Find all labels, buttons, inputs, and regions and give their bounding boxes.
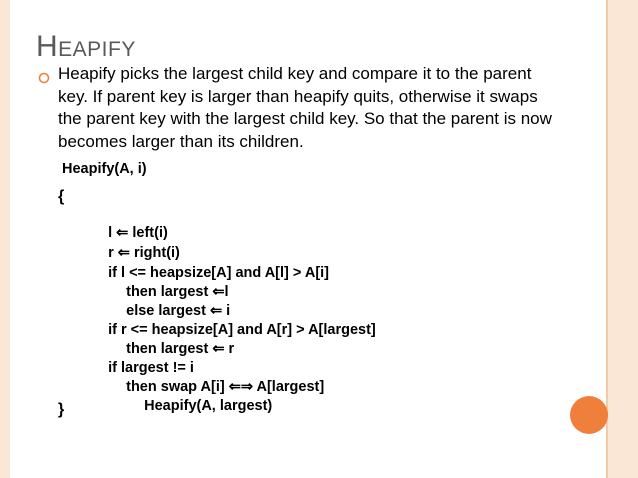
code-line-text: if l <= heapsize[A] and A[l] > A[i]: [108, 265, 330, 281]
code-line-text: Heapify(A, largest): [144, 398, 273, 414]
slide-title: Heapify: [36, 30, 136, 63]
code-line-text: else largest ⇐ i: [126, 303, 231, 319]
bullet-text: Heapify picks the largest child key and compare it to the parent key. If parent key is larger than heapify quits, otherwise it swaps the parent key with the largest child key. So that the parent is now becomes larger than its children.: [58, 64, 552, 151]
left-border: [0, 0, 10, 478]
code-line-text: l ⇐ left(i): [108, 225, 168, 241]
decorative-circle-icon: [570, 396, 608, 434]
code-line-text: r ⇐ right(i): [108, 245, 180, 261]
code-line-text: if r <= heapsize[A] and A[r] > A[largest]: [108, 322, 376, 338]
code-open-brace: {: [58, 188, 65, 205]
code-close-brace: }: [58, 401, 65, 418]
code-line: [128, 382, 272, 430]
bullet-icon: [38, 72, 50, 84]
code-line-text: then swap A[i] ⇐⇒ A[largest]: [126, 379, 325, 395]
code-line-text: then largest ⇐l: [126, 284, 229, 300]
code-line-text: if largest != i: [108, 360, 194, 376]
code-line-text: then largest ⇐ r: [126, 341, 235, 357]
right-border: [608, 0, 638, 478]
code-signature: Heapify(A, i): [62, 161, 147, 177]
